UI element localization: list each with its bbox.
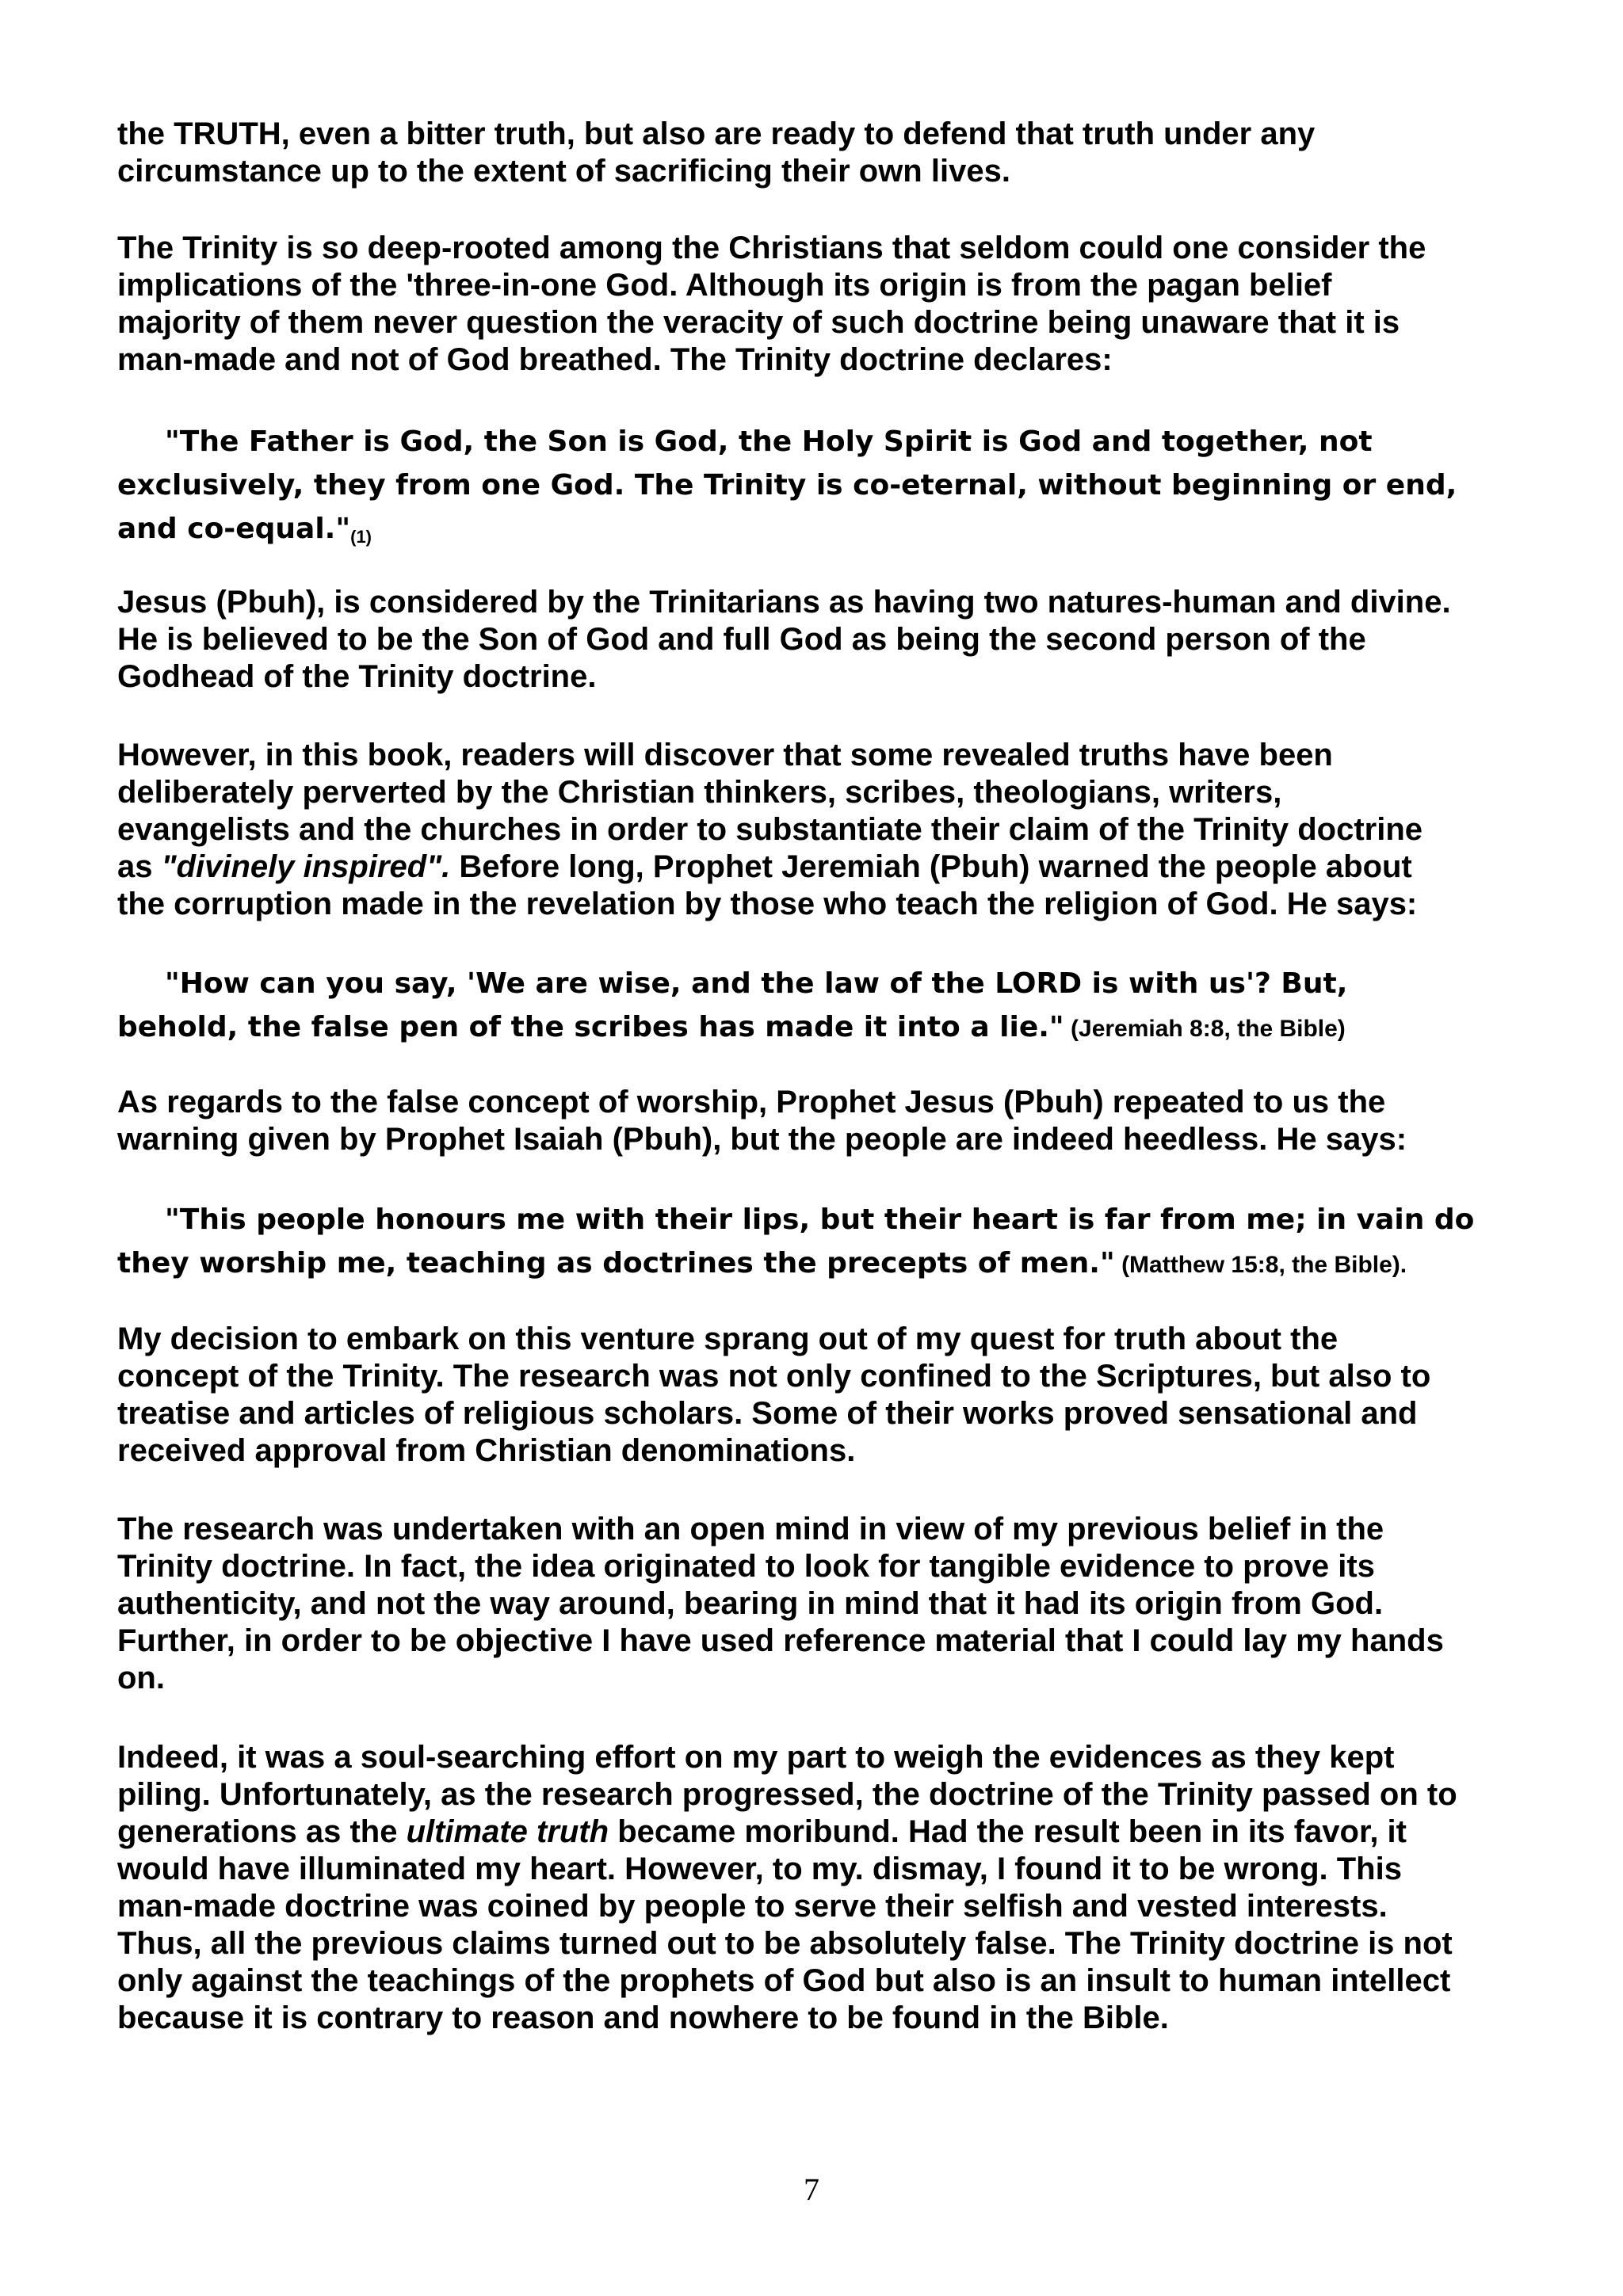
text-line: Trinity doctrine. In fact, the idea originated to look for tangible evidence to prove its	[117, 1549, 1375, 1584]
paragraph-6	[117, 1321, 1528, 1470]
text-line: authenticity, and not the way around, bearing in mind that it had its origin from God.	[117, 1586, 1384, 1621]
scripture-reference: (Matthew 15:8, the Bible).	[1114, 1252, 1407, 1278]
page-number: 7	[804, 2172, 819, 2207]
text-line: Godhead of the Trinity doctrine.	[117, 659, 597, 694]
paragraph-1	[117, 116, 1528, 190]
text-line: generations as the	[117, 1814, 407, 1849]
quote-line: behold, the false pen of the scribes has made it into a lie."	[117, 1011, 1064, 1043]
text-line: because it is contrary to reason and nowhere to be found in the Bible.	[117, 2000, 1169, 2035]
text-line: implications of the 'three-in-one God. Although its origin is from the pagan belief	[117, 268, 1332, 303]
text-line: only against the teachings of the prophets of God but also is an insult to human intellect	[117, 1963, 1451, 1998]
matthew-quote	[117, 1198, 1528, 1287]
quote-line: "How can you say, 'We are wise, and the law of the LORD is with us'? But,	[165, 967, 1348, 1000]
text-line: man-made doctrine was coined by people to serve their selfish and vested interests.	[117, 1889, 1388, 1924]
paragraph-5	[117, 1084, 1528, 1158]
text-line: Further, in order to be objective I have used reference material that I could lay my hands	[117, 1623, 1444, 1658]
quote-line: "The Father is God, the Son is God, the Holy Spirit is God and together, not	[165, 425, 1373, 458]
text-line: Indeed, it was a soul-searching effort on my part to weigh the evidences as they kept	[117, 1740, 1395, 1775]
quote-line: "This people honours me with their lips, but their heart is far from me; in vain do	[165, 1203, 1475, 1236]
text-line: warning given by Prophet Isaiah (Pbuh), but the people are indeed heedless. He says:	[117, 1122, 1407, 1157]
jeremiah-quote	[117, 962, 1528, 1051]
text-line: The research was undertaken with an open mind in view of my previous belief in the	[117, 1512, 1384, 1547]
trinity-doctrine-quote	[117, 420, 1528, 559]
text-line: concept of the Trinity. The research was not only confined to the Scriptures, but also to	[117, 1359, 1431, 1394]
quote-line: they worship me, teaching as doctrines the precepts of men."	[117, 1247, 1115, 1280]
quote-line: exclusively, they from one God. The Trinity is co-eternal, without beginning or end,	[117, 469, 1457, 502]
text-line: deliberately perverted by the Christian thinkers, scribes, theologians, writers,	[117, 775, 1282, 810]
paragraph-7	[117, 1511, 1528, 1697]
text-line: Before long, Prophet Jeremiah (Pbuh) warned the people about	[450, 849, 1412, 884]
paragraph-3	[117, 584, 1528, 696]
text-line: majority of them never question the veracity of such doctrine being unaware that it is	[117, 305, 1400, 340]
text-line: would have illuminated my heart. However, to my. dismay, I found it to be wrong. This	[117, 1852, 1402, 1886]
text-line: However, in this book, readers will discover that some revealed truths have been	[117, 738, 1333, 772]
paragraph-8	[117, 1739, 1528, 2037]
text-line: As regards to the false concept of worship, Prophet Jesus (Pbuh) repeated to us the	[117, 1085, 1386, 1119]
text-line: evangelists and the churches in order to substantiate their claim of the Trinity doctrine	[117, 812, 1423, 847]
text-line: Thus, all the previous claims turned out to be absolutely false. The Trinity doctrine is not	[117, 1926, 1453, 1961]
text-line: on.	[117, 1661, 165, 1695]
paragraph-2	[117, 230, 1528, 379]
italic-phrase: "divinely inspired".	[161, 849, 451, 884]
footnote-marker: (1)	[350, 527, 372, 547]
text-line: treatise and articles of religious scholars. Some of their works proved sensational and	[117, 1396, 1418, 1431]
text-line: the TRUTH, even a bitter truth, but also are ready to defend that truth under any	[117, 116, 1316, 151]
italic-phrase: ultimate truth	[406, 1814, 609, 1849]
text-line: received approval from Christian denominations.	[117, 1433, 856, 1468]
text-line: man-made and not of God breathed. The Trinity doctrine declares:	[117, 342, 1113, 377]
text-line: piling. Unfortunately, as the research progressed, the doctrine of the Trinity passed on to	[117, 1777, 1457, 1812]
text-line: The Trinity is so deep-rooted among the Christians that seldom could one consider the	[117, 231, 1426, 265]
paragraph-4	[117, 737, 1528, 923]
text-line: the corruption made in the revelation by those who teach the religion of God. He says:	[117, 887, 1418, 921]
text-line: My decision to embark on this venture sprang out of my quest for truth about the	[117, 1322, 1338, 1356]
text-line: as	[117, 849, 162, 884]
quote-line: and co-equal."	[117, 513, 351, 545]
text-line: He is believed to be the Son of God and full God as being the second person of the	[117, 622, 1366, 657]
text-line: became moribund. Had the result been in its favor, it	[609, 1814, 1407, 1849]
text-line: Jesus (Pbuh), is considered by the Trinitarians as having two natures-human and divine.	[117, 585, 1451, 620]
scripture-reference: (Jeremiah 8:8, the Bible)	[1064, 1016, 1346, 1042]
text-line: circumstance up to the extent of sacrificing their own lives.	[117, 154, 1010, 189]
